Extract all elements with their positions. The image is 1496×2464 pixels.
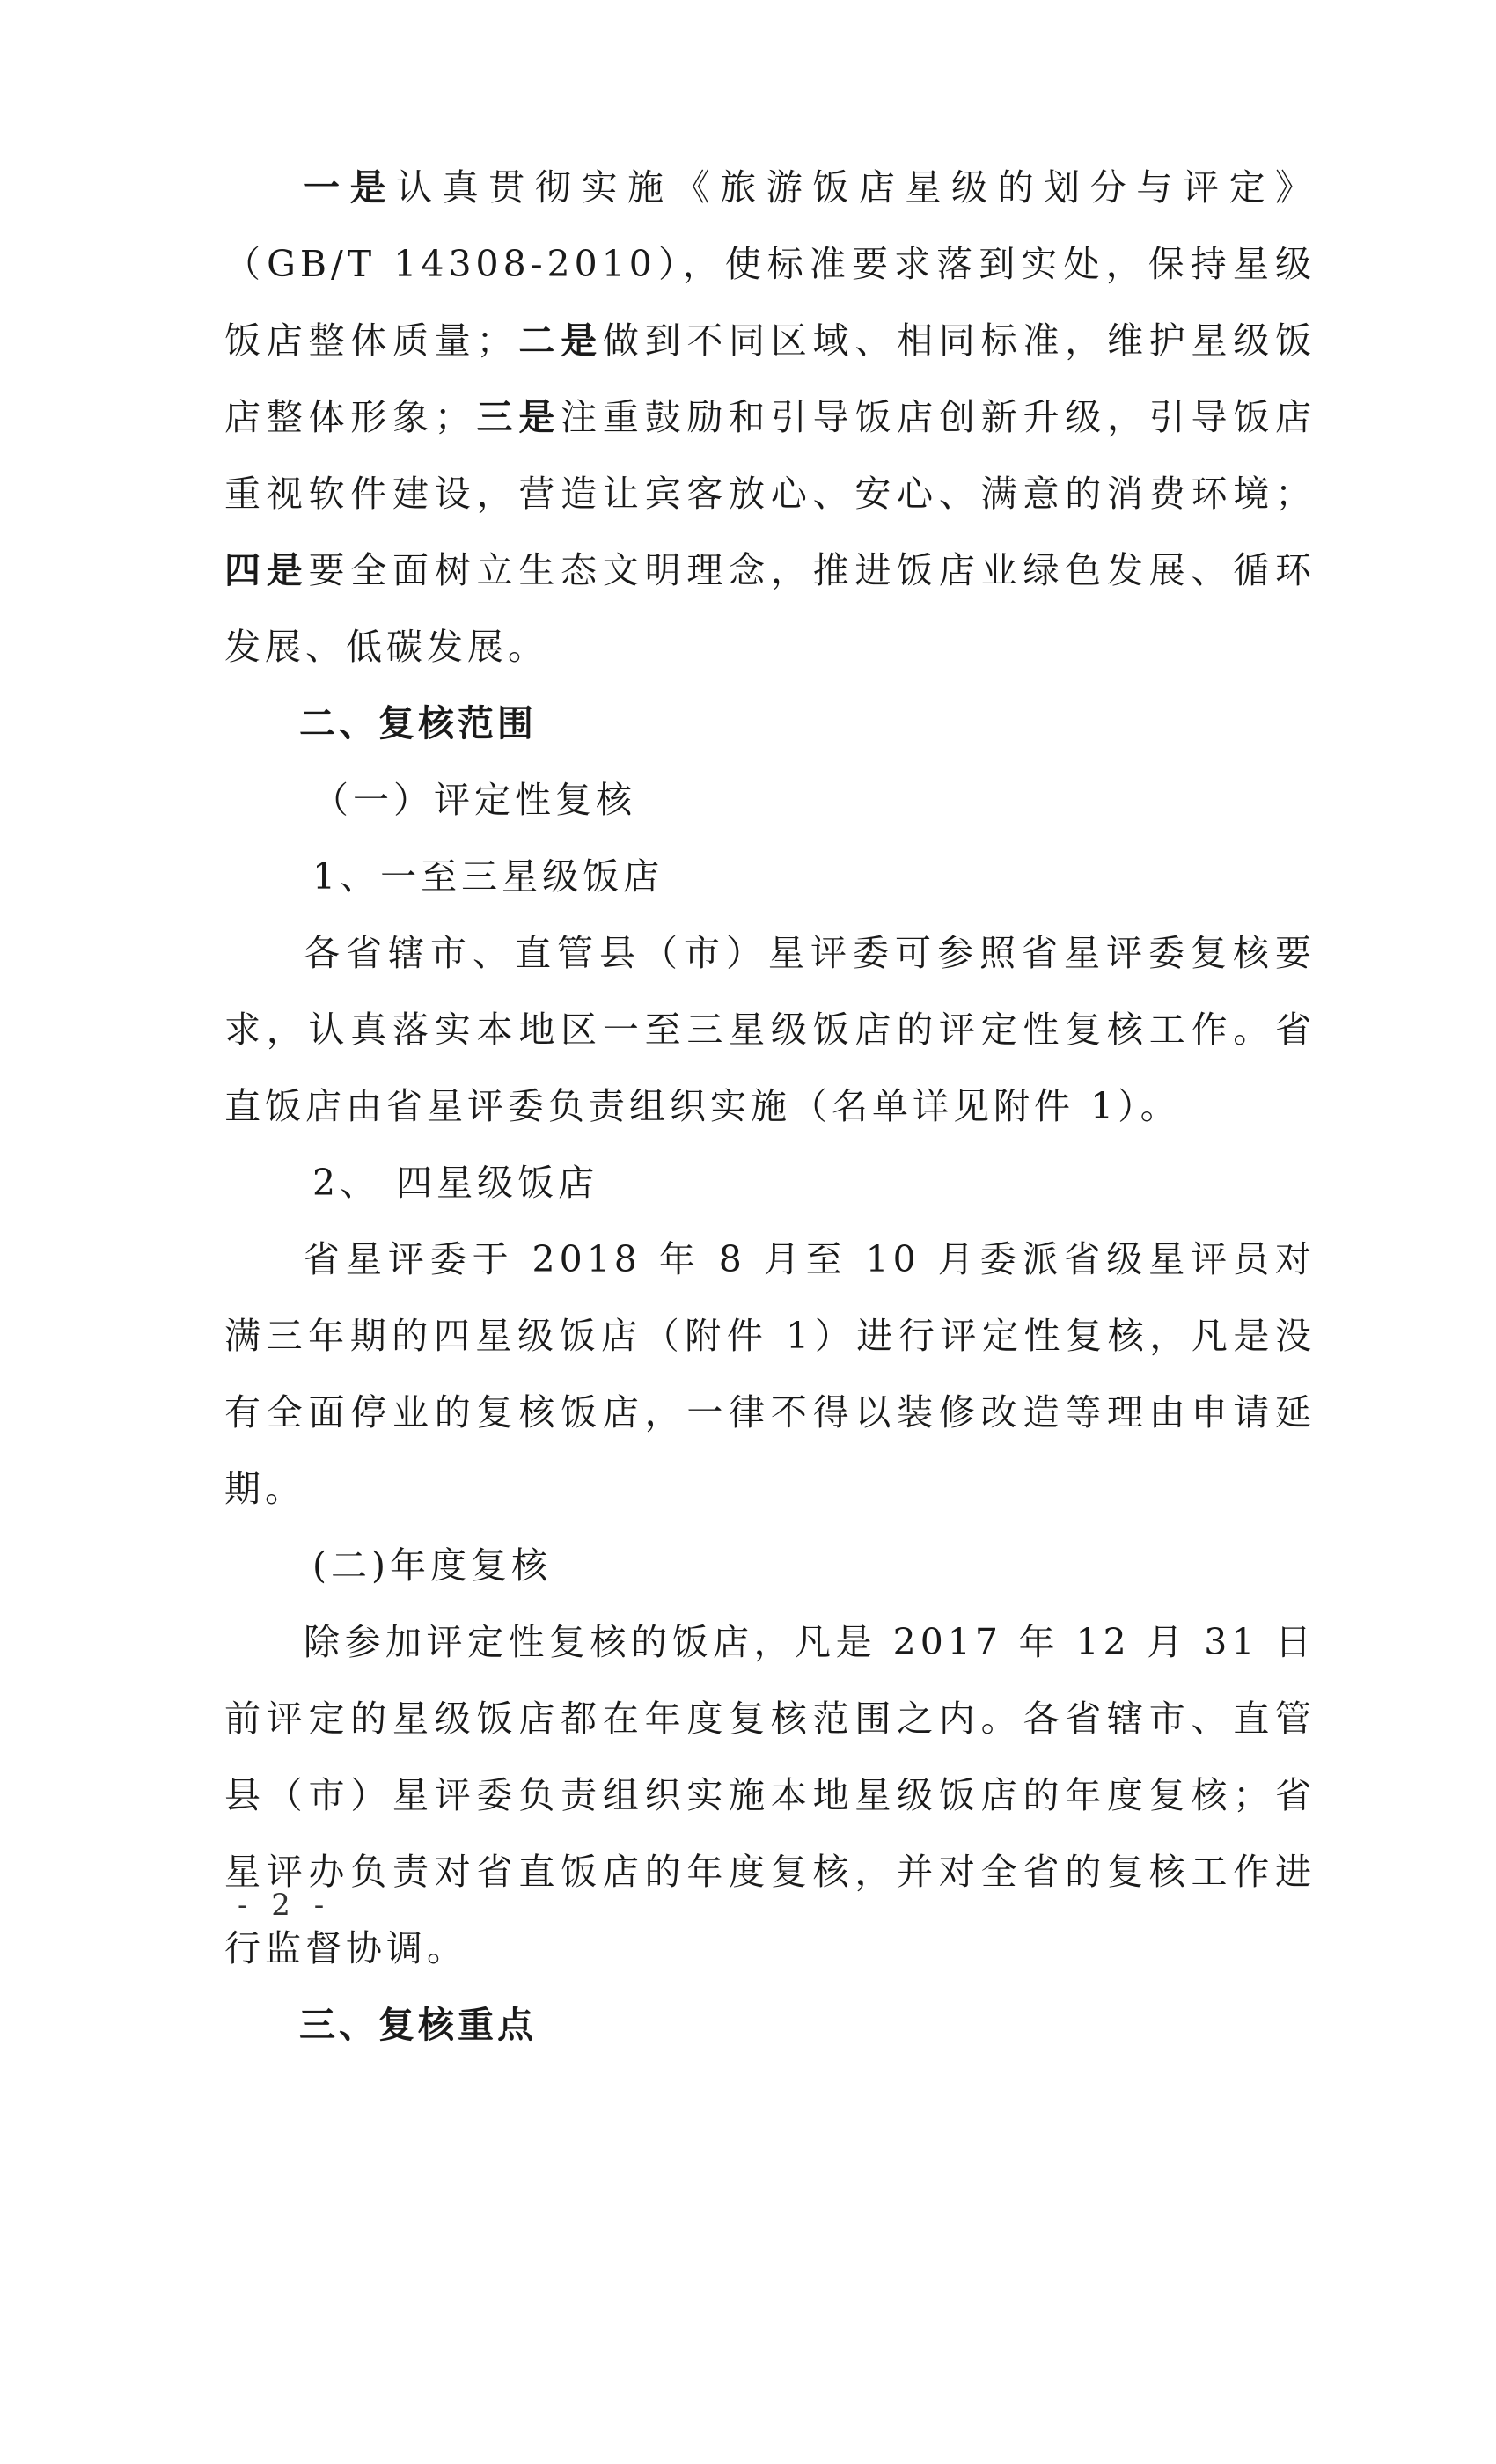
lead-third: 三是 [474,396,561,438]
subheading-one-to-three-star: 1、一至三星级饭店 [312,855,664,898]
document-body [224,150,1316,2217]
goal-second-text: 做到不同区域、相同标准，维护星级饭店整体形象； [224,319,1316,438]
page-number: - 2 - [238,1888,332,1923]
paragraph-annual-review: 除参加评定性复核的饭店，凡是 2017 年 12 月 31 日前评定的星级饭店都在年度复核范围之内。各省辖市、直管县（市）星评委负责组织实施本地星级饭店的年度复核；省星评办负责对省直饭店的年度复核，并对全省的复核工作进行监督协调。 [224,1621,1316,1969]
subheading-rating-review: （一）评定性复核 [312,779,636,821]
blank-area [0,2050,1496,2464]
paragraph-goals [224,150,1316,686]
lead-second: 二是 [517,319,603,362]
goal-third-text: 注重鼓励和引导饭店创新升级，引导饭店重视软件建设，营造让宾客放心、安心、满意的消费环境； [224,396,1316,515]
lead-fourth: 四是 [224,549,309,591]
section-heading-review-focus: 三、复核重点 [299,2004,537,2046]
subheading-four-star: 2、 四星级饭店 [312,1162,599,1204]
goal-first-text: 认真贯彻实施《旅游饭店星级的划分与评定》（GB/T 14308-2010），使标准要求落到实处，保持星级饭店整体质量； [224,166,1316,362]
section-heading-review-scope: 二、复核范围 [299,702,537,744]
goal-fourth-text: 要全面树立生态文明理念，推进饭店业绿色发展、循环发展、低碳发展。 [224,549,1316,668]
lead-first: 一是 [304,166,397,209]
paragraph-one-to-three-star: 各省辖市、直管县（市）星评委可参照省星评委复核要求，认真落实本地区一至三星级饭店的评定性复核工作。省直饭店由省星评委负责组织实施（名单详见附件 1）。 [224,932,1316,1127]
subheading-annual-review: (二)年度复核 [312,1544,552,1587]
paragraph-four-star: 省星评委于 2018 年 8 月至 10 月委派省级星评员对满三年期的四星级饭店（附件 1）进行评定性复核，凡是没有全面停业的复核饭店，一律不得以装修改造等理由申请延期。 [224,1238,1316,1510]
